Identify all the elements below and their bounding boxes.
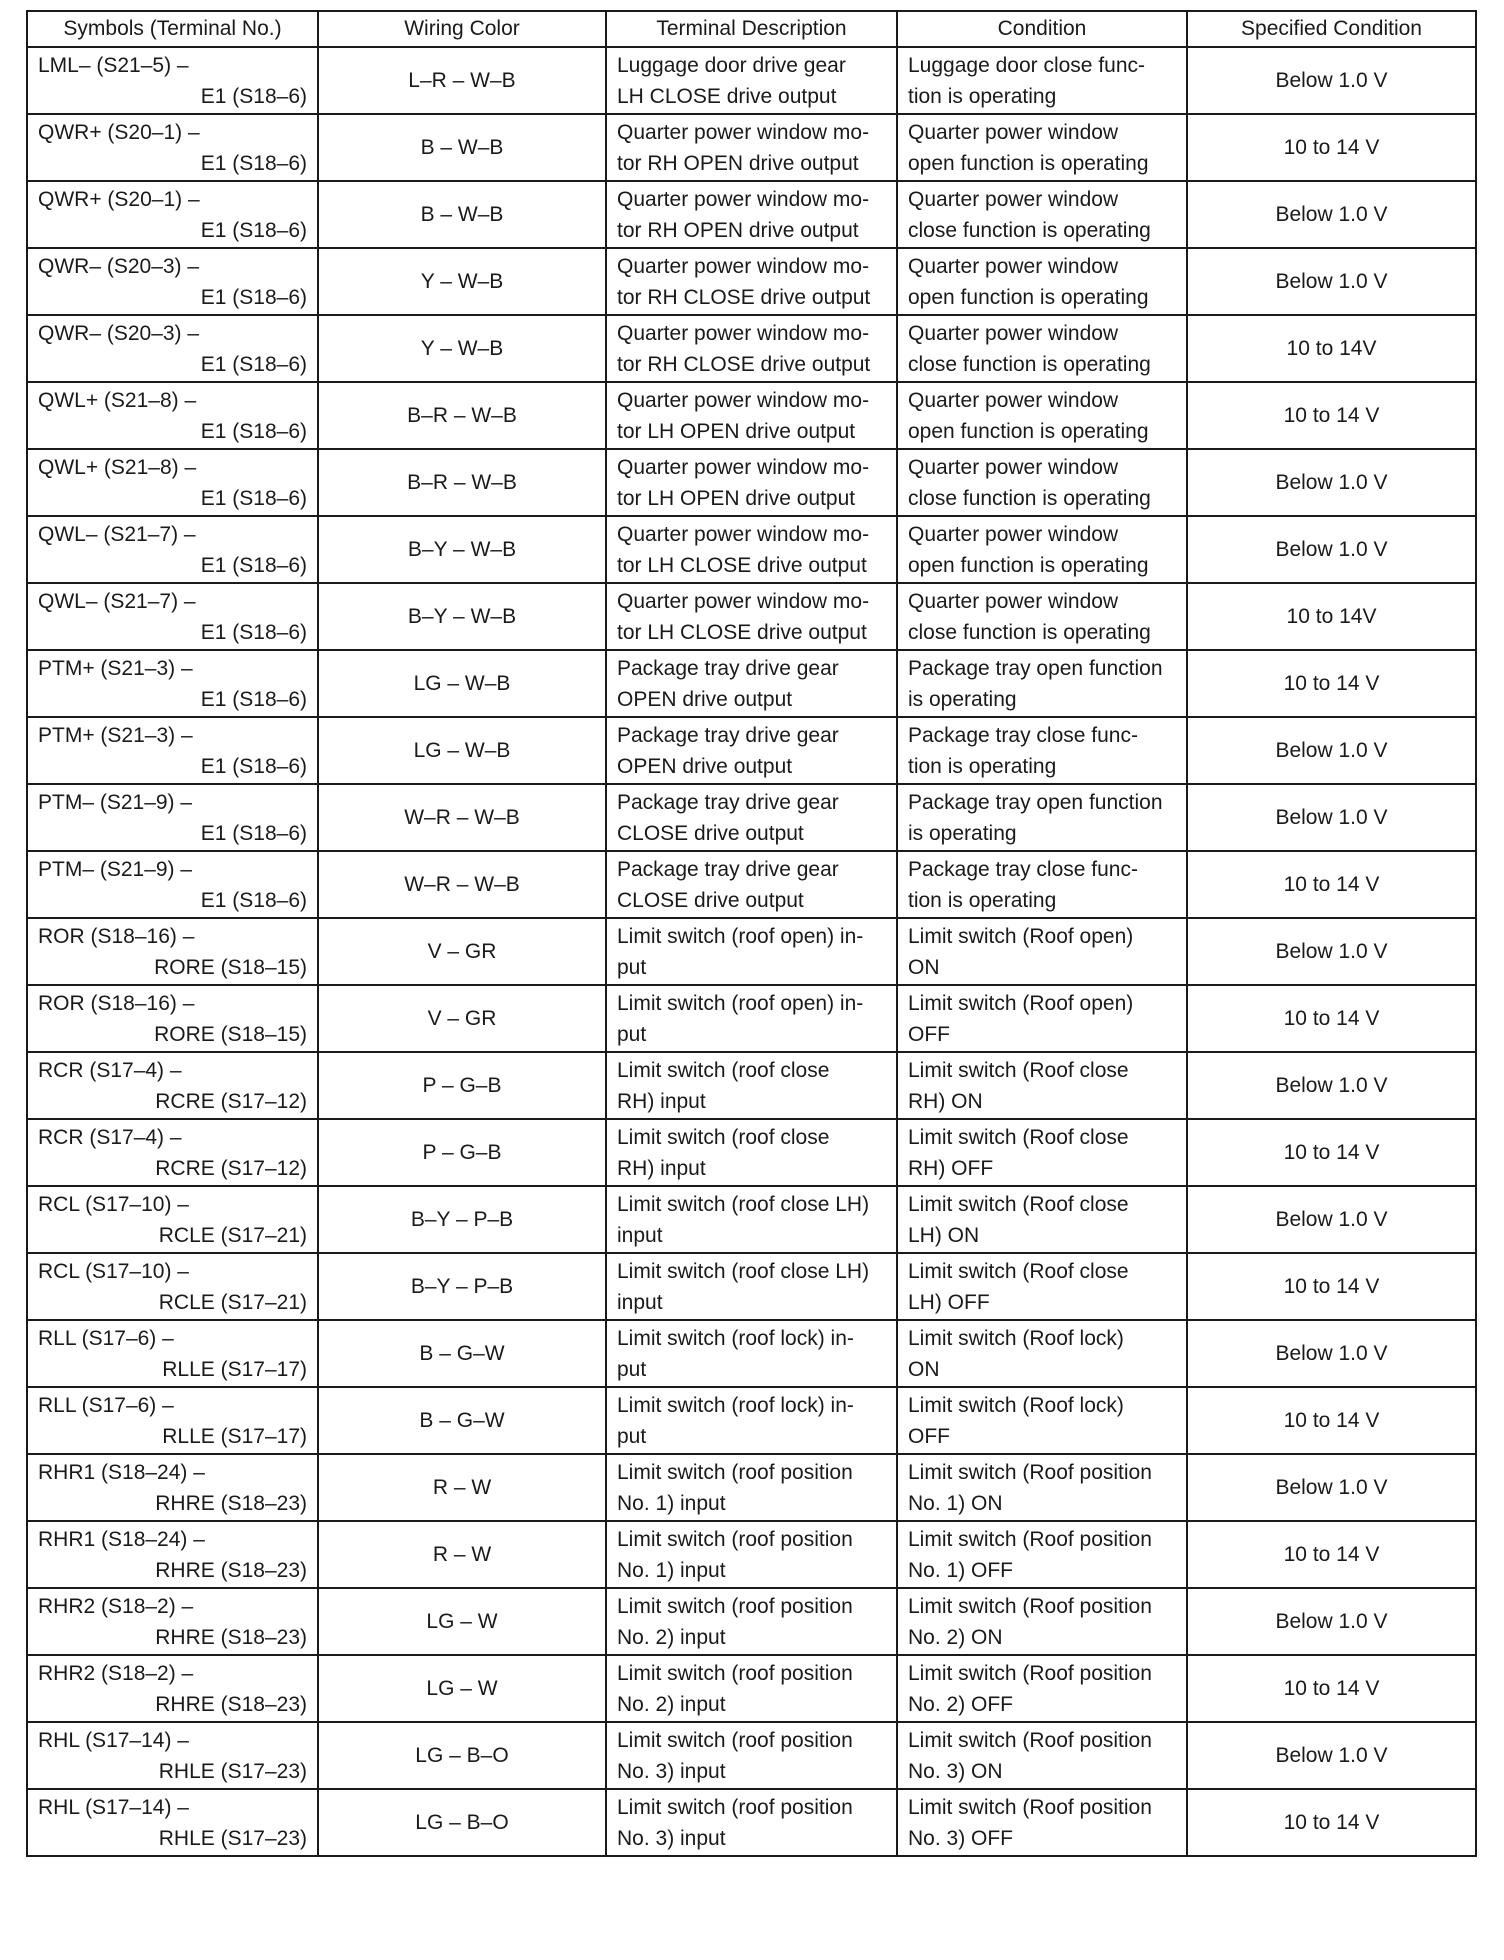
header-terminal-description: Terminal Description [606, 11, 897, 47]
specified-condition-cell: Below 1.0 V [1187, 1052, 1476, 1119]
terminal-description-cell: Limit switch (roof position No. 2) input [606, 1655, 897, 1722]
symbol-terminal: QWR+ (S20–1) – [38, 187, 200, 211]
specified-condition-cell: Below 1.0 V [1187, 1454, 1476, 1521]
symbol-terminal: QWL+ (S21–8) – [38, 388, 197, 412]
symbol-ground-terminal: E1 (S18–6) [200, 352, 307, 376]
table-row [27, 248, 1476, 315]
condition-cell: Package tray close func- tion is operating [897, 851, 1187, 918]
specified-condition-cell: 10 to 14 V [1187, 650, 1476, 717]
wiring-color-cell: B–R – W–B [318, 382, 606, 449]
condition-cell: Limit switch (Roof position No. 2) OFF [897, 1655, 1187, 1722]
wiring-color-cell: LG – B–O [318, 1789, 606, 1856]
specified-condition-cell: 10 to 14 V [1187, 1253, 1476, 1320]
symbol-cell [27, 1454, 318, 1521]
terminal-description-cell: Quarter power window mo- tor RH OPEN drive output [606, 114, 897, 181]
terminal-description-cell: Quarter power window mo- tor LH OPEN drive output [606, 382, 897, 449]
terminal-description-cell: Limit switch (roof open) in- put [606, 918, 897, 985]
specified-condition-cell: Below 1.0 V [1187, 248, 1476, 315]
wiring-color-cell: R – W [318, 1521, 606, 1588]
table-row [27, 784, 1476, 851]
terminal-description-cell: Limit switch (roof position No. 1) input [606, 1454, 897, 1521]
specified-condition-cell: Below 1.0 V [1187, 47, 1476, 114]
symbol-cell [27, 650, 318, 717]
condition-cell: Limit switch (Roof close RH) ON [897, 1052, 1187, 1119]
table-row [27, 583, 1476, 650]
symbol-cell [27, 1052, 318, 1119]
header-specified-condition: Specified Condition [1187, 11, 1476, 47]
wiring-color-cell: P – G–B [318, 1052, 606, 1119]
table-row [27, 1186, 1476, 1253]
specified-condition-cell: 10 to 14 V [1187, 382, 1476, 449]
condition-cell: Limit switch (Roof lock) OFF [897, 1387, 1187, 1454]
condition-cell: Limit switch (Roof position No. 1) OFF [897, 1521, 1187, 1588]
terminal-description-cell: Limit switch (roof lock) in- put [606, 1387, 897, 1454]
wiring-color-cell: R – W [318, 1454, 606, 1521]
specified-condition-cell: 10 to 14 V [1187, 1789, 1476, 1856]
symbol-cell [27, 1521, 318, 1588]
terminal-description-cell: Limit switch (roof close LH) input [606, 1253, 897, 1320]
terminal-description-cell: Limit switch (roof position No. 3) input [606, 1789, 897, 1856]
specified-condition-cell: Below 1.0 V [1187, 181, 1476, 248]
symbol-ground-terminal: E1 (S18–6) [200, 620, 307, 644]
table-row [27, 851, 1476, 918]
table-row [27, 516, 1476, 583]
symbol-cell [27, 583, 318, 650]
symbol-terminal: RCL (S17–10) – [38, 1192, 189, 1216]
specified-condition-cell: 10 to 14 V [1187, 114, 1476, 181]
symbol-cell [27, 1655, 318, 1722]
condition-cell: Quarter power window close function is operating [897, 315, 1187, 382]
specified-condition-cell: Below 1.0 V [1187, 1320, 1476, 1387]
symbol-terminal: LML– (S21–5) – [38, 53, 189, 77]
condition-cell: Limit switch (Roof position No. 2) ON [897, 1588, 1187, 1655]
symbol-cell [27, 717, 318, 784]
symbol-ground-terminal: E1 (S18–6) [200, 687, 307, 711]
terminal-description-cell: Limit switch (roof close LH) input [606, 1186, 897, 1253]
symbol-cell [27, 1119, 318, 1186]
symbol-terminal: QWR+ (S20–1) – [38, 120, 200, 144]
symbol-ground-terminal: RHRE (S18–23) [155, 1558, 307, 1582]
symbol-ground-terminal: E1 (S18–6) [200, 84, 307, 108]
terminal-description-cell: Luggage door drive gear LH CLOSE drive output [606, 47, 897, 114]
symbol-ground-terminal: RCLE (S17–21) [158, 1223, 307, 1247]
symbol-ground-terminal: E1 (S18–6) [200, 888, 307, 912]
terminal-inspection-table [26, 10, 1477, 1857]
terminal-description-cell: Quarter power window mo- tor RH CLOSE drive output [606, 248, 897, 315]
specified-condition-cell: 10 to 14 V [1187, 1119, 1476, 1186]
terminal-description-cell: Quarter power window mo- tor LH CLOSE drive output [606, 516, 897, 583]
condition-cell: Quarter power window open function is operating [897, 382, 1187, 449]
symbol-cell [27, 114, 318, 181]
terminal-description-cell: Limit switch (roof position No. 2) input [606, 1588, 897, 1655]
condition-cell: Luggage door close func- tion is operating [897, 47, 1187, 114]
table-row [27, 315, 1476, 382]
symbol-cell [27, 1186, 318, 1253]
table-row [27, 1655, 1476, 1722]
symbol-ground-terminal: RHLE (S17–23) [158, 1759, 307, 1783]
symbol-terminal: RLL (S17–6) – [38, 1326, 174, 1350]
symbol-terminal: RCR (S17–4) – [38, 1058, 182, 1082]
specified-condition-cell: Below 1.0 V [1187, 717, 1476, 784]
header-row [27, 11, 1476, 47]
table-row [27, 1454, 1476, 1521]
symbol-ground-terminal: E1 (S18–6) [200, 419, 307, 443]
symbol-ground-terminal: RCLE (S17–21) [158, 1290, 307, 1314]
terminal-description-cell: Limit switch (roof close RH) input [606, 1052, 897, 1119]
symbol-cell [27, 1722, 318, 1789]
specified-condition-cell: Below 1.0 V [1187, 784, 1476, 851]
symbol-terminal: RLL (S17–6) – [38, 1393, 174, 1417]
wiring-color-cell: Y – W–B [318, 315, 606, 382]
wiring-color-cell: LG – W [318, 1655, 606, 1722]
symbol-ground-terminal: E1 (S18–6) [200, 218, 307, 242]
terminal-description-cell: Limit switch (roof close RH) input [606, 1119, 897, 1186]
terminal-description-cell: Quarter power window mo- tor LH OPEN drive output [606, 449, 897, 516]
condition-cell: Limit switch (Roof open) ON [897, 918, 1187, 985]
symbol-terminal: PTM– (S21–9) – [38, 790, 193, 814]
symbol-terminal: RHL (S17–14) – [38, 1728, 189, 1752]
table-row [27, 449, 1476, 516]
condition-cell: Limit switch (Roof open) OFF [897, 985, 1187, 1052]
table-row [27, 1052, 1476, 1119]
symbol-terminal: QWR– (S20–3) – [38, 254, 200, 278]
terminal-description-cell: Limit switch (roof position No. 3) input [606, 1722, 897, 1789]
condition-cell: Quarter power window open function is operating [897, 516, 1187, 583]
wiring-color-cell: Y – W–B [318, 248, 606, 315]
symbol-ground-terminal: E1 (S18–6) [200, 486, 307, 510]
condition-cell: Quarter power window close function is operating [897, 181, 1187, 248]
symbol-ground-terminal: RLLE (S17–17) [162, 1357, 307, 1381]
symbol-cell [27, 1253, 318, 1320]
wiring-color-cell: L–R – W–B [318, 47, 606, 114]
terminal-description-cell: Package tray drive gear CLOSE drive output [606, 851, 897, 918]
condition-cell: Package tray open function is operating [897, 784, 1187, 851]
symbol-cell [27, 382, 318, 449]
condition-cell: Quarter power window close function is operating [897, 449, 1187, 516]
symbol-cell [27, 248, 318, 315]
specified-condition-cell: Below 1.0 V [1187, 516, 1476, 583]
wiring-color-cell: B – G–W [318, 1320, 606, 1387]
terminal-description-cell: Limit switch (roof open) in- put [606, 985, 897, 1052]
symbol-terminal: PTM+ (S21–3) – [38, 723, 193, 747]
symbol-terminal: RHR2 (S18–2) – [38, 1594, 194, 1618]
specified-condition-cell: Below 1.0 V [1187, 1722, 1476, 1789]
symbol-terminal: RHR1 (S18–24) – [38, 1527, 205, 1551]
symbol-cell [27, 918, 318, 985]
symbol-terminal: PTM+ (S21–3) – [38, 656, 193, 680]
wiring-color-cell: B – W–B [318, 181, 606, 248]
table-row [27, 918, 1476, 985]
symbol-terminal: ROR (S18–16) – [38, 924, 195, 948]
symbol-cell [27, 985, 318, 1052]
specified-condition-cell: Below 1.0 V [1187, 918, 1476, 985]
header-wiring-color: Wiring Color [318, 11, 606, 47]
specified-condition-cell: 10 to 14V [1187, 583, 1476, 650]
symbol-cell [27, 315, 318, 382]
wiring-color-cell: B–R – W–B [318, 449, 606, 516]
specified-condition-cell: 10 to 14 V [1187, 1655, 1476, 1722]
specified-condition-cell: Below 1.0 V [1187, 1588, 1476, 1655]
symbol-terminal: ROR (S18–16) – [38, 991, 195, 1015]
symbol-terminal: QWL+ (S21–8) – [38, 455, 197, 479]
table-row [27, 181, 1476, 248]
wiring-color-cell: W–R – W–B [318, 784, 606, 851]
symbol-cell [27, 1789, 318, 1856]
symbol-ground-terminal: RORE (S18–15) [154, 1022, 307, 1046]
terminal-description-cell: Package tray drive gear CLOSE drive output [606, 784, 897, 851]
wiring-color-cell: B – W–B [318, 114, 606, 181]
wiring-color-cell: B – G–W [318, 1387, 606, 1454]
terminal-description-cell: Package tray drive gear OPEN drive output [606, 717, 897, 784]
table-row [27, 985, 1476, 1052]
terminal-description-cell: Package tray drive gear OPEN drive output [606, 650, 897, 717]
symbol-cell [27, 784, 318, 851]
symbol-terminal: RHR2 (S18–2) – [38, 1661, 194, 1685]
condition-cell: Quarter power window close function is operating [897, 583, 1187, 650]
table-row [27, 1119, 1476, 1186]
wiring-color-cell: LG – W–B [318, 650, 606, 717]
condition-cell: Limit switch (Roof close LH) OFF [897, 1253, 1187, 1320]
table-row [27, 1320, 1476, 1387]
symbol-ground-terminal: E1 (S18–6) [200, 821, 307, 845]
symbol-cell [27, 181, 318, 248]
condition-cell: Quarter power window open function is operating [897, 114, 1187, 181]
wiring-color-cell: V – GR [318, 918, 606, 985]
symbol-terminal: RCR (S17–4) – [38, 1125, 182, 1149]
table-row [27, 114, 1476, 181]
table-row [27, 47, 1476, 114]
terminal-description-cell: Quarter power window mo- tor LH CLOSE drive output [606, 583, 897, 650]
symbol-ground-terminal: E1 (S18–6) [200, 553, 307, 577]
symbol-ground-terminal: E1 (S18–6) [200, 151, 307, 175]
condition-cell: Limit switch (Roof position No. 1) ON [897, 1454, 1187, 1521]
condition-cell: Limit switch (Roof close RH) OFF [897, 1119, 1187, 1186]
table-row [27, 1789, 1476, 1856]
header-symbols: Symbols (Terminal No.) [27, 11, 318, 47]
table-row [27, 382, 1476, 449]
wiring-color-cell: LG – B–O [318, 1722, 606, 1789]
table-row [27, 717, 1476, 784]
wiring-color-cell: W–R – W–B [318, 851, 606, 918]
wiring-color-cell: B–Y – W–B [318, 516, 606, 583]
condition-cell: Package tray close func- tion is operating [897, 717, 1187, 784]
symbol-ground-terminal: RHRE (S18–23) [155, 1491, 307, 1515]
terminal-description-cell: Quarter power window mo- tor RH CLOSE drive output [606, 315, 897, 382]
table-header [27, 11, 1476, 47]
table-row [27, 1588, 1476, 1655]
specified-condition-cell: 10 to 14 V [1187, 985, 1476, 1052]
specified-condition-cell: Below 1.0 V [1187, 1186, 1476, 1253]
symbol-cell [27, 1387, 318, 1454]
wiring-color-cell: LG – W [318, 1588, 606, 1655]
symbol-ground-terminal: RHRE (S18–23) [155, 1692, 307, 1716]
terminal-description-cell: Limit switch (roof lock) in- put [606, 1320, 897, 1387]
specified-condition-cell: 10 to 14 V [1187, 1387, 1476, 1454]
table-row [27, 1253, 1476, 1320]
symbol-ground-terminal: RCRE (S17–12) [155, 1089, 307, 1113]
symbol-ground-terminal: RHLE (S17–23) [158, 1826, 307, 1850]
symbol-ground-terminal: E1 (S18–6) [200, 754, 307, 778]
condition-cell: Package tray open function is operating [897, 650, 1187, 717]
specified-condition-cell: Below 1.0 V [1187, 449, 1476, 516]
symbol-terminal: QWL– (S21–7) – [38, 522, 196, 546]
terminal-description-cell: Quarter power window mo- tor RH OPEN drive output [606, 181, 897, 248]
symbol-ground-terminal: RHRE (S18–23) [155, 1625, 307, 1649]
wiring-color-cell: B–Y – W–B [318, 583, 606, 650]
symbol-terminal: QWL– (S21–7) – [38, 589, 196, 613]
header-condition: Condition [897, 11, 1187, 47]
condition-cell: Limit switch (Roof position No. 3) ON [897, 1722, 1187, 1789]
wiring-color-cell: P – G–B [318, 1119, 606, 1186]
symbol-ground-terminal: E1 (S18–6) [200, 285, 307, 309]
wiring-color-cell: B–Y – P–B [318, 1186, 606, 1253]
wiring-color-cell: V – GR [318, 985, 606, 1052]
symbol-cell [27, 1588, 318, 1655]
symbol-ground-terminal: RORE (S18–15) [154, 955, 307, 979]
wiring-color-cell: LG – W–B [318, 717, 606, 784]
specified-condition-cell: 10 to 14V [1187, 315, 1476, 382]
table-body [27, 47, 1476, 1856]
specified-condition-cell: 10 to 14 V [1187, 851, 1476, 918]
table-row [27, 1387, 1476, 1454]
symbol-terminal: QWR– (S20–3) – [38, 321, 200, 345]
symbol-ground-terminal: RCRE (S17–12) [155, 1156, 307, 1180]
condition-cell: Limit switch (Roof close LH) ON [897, 1186, 1187, 1253]
condition-cell: Quarter power window open function is operating [897, 248, 1187, 315]
symbol-terminal: RCL (S17–10) – [38, 1259, 189, 1283]
symbol-cell [27, 1320, 318, 1387]
wiring-color-cell: B–Y – P–B [318, 1253, 606, 1320]
symbol-ground-terminal: RLLE (S17–17) [162, 1424, 307, 1448]
symbol-cell [27, 851, 318, 918]
symbol-cell [27, 47, 318, 114]
symbol-cell [27, 516, 318, 583]
condition-cell: Limit switch (Roof position No. 3) OFF [897, 1789, 1187, 1856]
terminal-description-cell: Limit switch (roof position No. 1) input [606, 1521, 897, 1588]
symbol-terminal: RHL (S17–14) – [38, 1795, 189, 1819]
condition-cell: Limit switch (Roof lock) ON [897, 1320, 1187, 1387]
symbol-terminal: PTM– (S21–9) – [38, 857, 193, 881]
table-row [27, 650, 1476, 717]
specified-condition-cell: 10 to 14 V [1187, 1521, 1476, 1588]
symbol-terminal: RHR1 (S18–24) – [38, 1460, 205, 1484]
symbol-cell [27, 449, 318, 516]
table-row [27, 1521, 1476, 1588]
table-row [27, 1722, 1476, 1789]
